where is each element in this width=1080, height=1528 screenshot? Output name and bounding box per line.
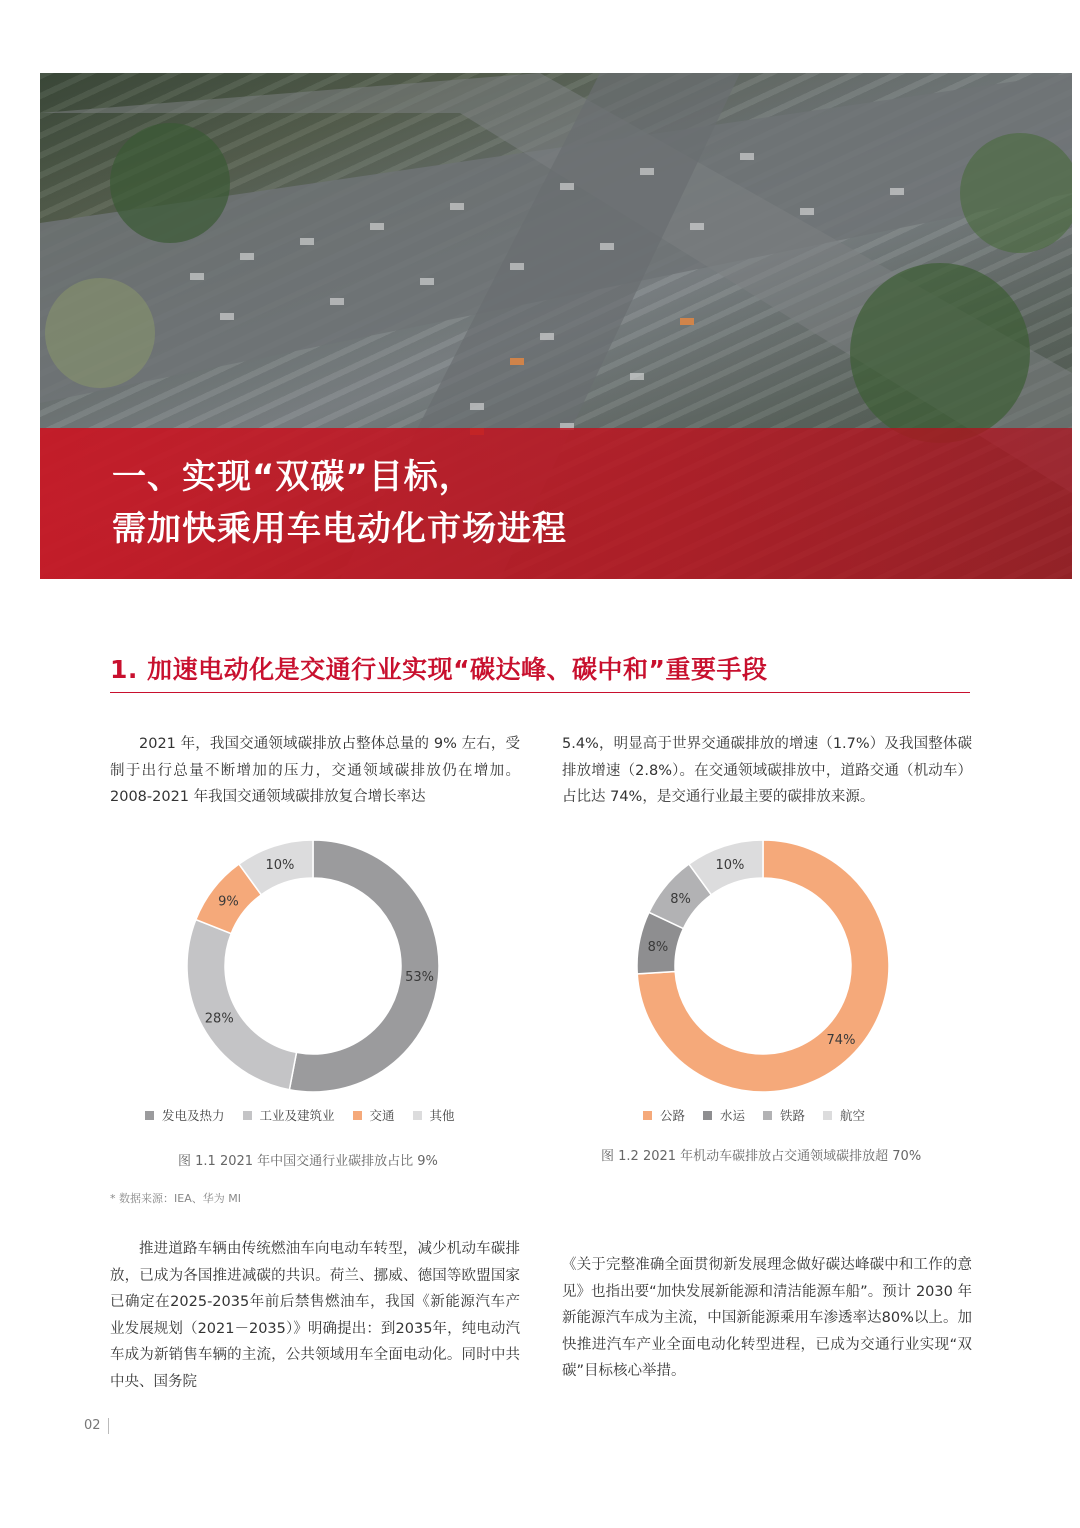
chart-2-data-label-1: 8% (647, 939, 669, 955)
chart-2-caption: 图 1.2 2021 年机动车碳排放占交通领域碳排放超 70% (601, 1149, 922, 1164)
chart-1-data-label-0: 53% (405, 970, 434, 986)
page-title-line-1: 一、实现“双碳”目标， (112, 457, 474, 497)
chart-1-legend-item-1 (243, 1106, 335, 1124)
chart-2-data-label-2: 8% (670, 891, 691, 907)
chart-2-legend-item-0 (643, 1106, 685, 1124)
chart-1-legend (145, 1106, 455, 1124)
section-heading: 1. 加速电动化是交通行业实现“碳达峰、碳中和”重要手段 (110, 655, 768, 684)
chart-2-legend-label-0: 公路 (660, 1108, 686, 1123)
chart-1-legend-swatch-1 (243, 1111, 252, 1120)
page-number-divider (108, 1418, 109, 1434)
chart-2-legend-swatch-2 (763, 1111, 772, 1120)
chart-1-data-label-2: 9% (218, 894, 239, 910)
chart-1-legend-label-3: 其他 (429, 1108, 455, 1123)
chart-2-legend (643, 1106, 865, 1124)
chart-2-data-label-3: 10% (715, 858, 745, 874)
chart-2-legend-item-3 (823, 1106, 865, 1124)
page-title (112, 451, 567, 555)
chart-1-data-label-1: 28% (204, 1011, 234, 1027)
page-number: 02 (84, 1418, 101, 1433)
chart-2-legend-item-1 (703, 1106, 745, 1124)
page-title-line-2: 需加快乘用车电动化市场进程 (112, 509, 567, 549)
chart-1-legend-swatch-3 (413, 1111, 422, 1120)
donut-chart-1 (150, 830, 480, 1100)
chart-2-legend-swatch-0 (643, 1111, 652, 1120)
chart-1-slice-1 (187, 920, 297, 1090)
chart-1-legend-label-2: 交通 (369, 1108, 395, 1123)
chart-2-legend-swatch-3 (823, 1111, 832, 1120)
chart-1-legend-item-0 (145, 1106, 225, 1124)
chart-2-legend-label-1: 水运 (720, 1108, 746, 1123)
chart-1-legend-label-0: 发电及热力 (162, 1108, 225, 1123)
chart-1-caption: 图 1.1 2021 年中国交通行业碳排放占比 9% (178, 1154, 438, 1169)
paragraph-2: 5.4%，明显高于世界交通碳排放的增速（1.7%）及我国整体碳排放增速（2.8%）。在交通领域碳排放中，道路交通（机动车）占比达 74%，是交通行业最主要的碳排放来源。 (562, 736, 972, 805)
chart-2-legend-label-3: 航空 (840, 1108, 866, 1123)
chart-1-legend-swatch-0 (145, 1111, 154, 1120)
paragraph-1: 2021 年，我国交通领域碳排放占整体总量的 9% 左右，受制于出行总量不断增加的压力，交通领域碳排放仍在增加。2008-2021 年我国交通领域碳排放复合增长率达 (110, 736, 520, 805)
chart-1-legend-item-3 (413, 1106, 455, 1124)
chart-2-data-label-0: 74% (826, 1033, 856, 1049)
chart-1-legend-item-2 (353, 1106, 395, 1124)
chart-1-data-label-3: 10% (265, 858, 295, 874)
donut-chart-2 (600, 830, 930, 1100)
paragraph-4: 《关于完整准确全面贯彻新发展理念做好碳达峰碳中和工作的意见》也指出要“加快发展新能源和清洁能源车船”。预计 2030 年新能源汽车成为主流，中国新能源乘用车渗透率达80%以上。加快推进汽车产业全面电动化转型进程，已成为交通行业实现“双碳”目标核心举措。 (562, 1257, 972, 1379)
chart-2-legend-item-2 (763, 1106, 805, 1124)
chart-1-legend-swatch-2 (353, 1111, 362, 1120)
paragraph-3: 推进道路车辆由传统燃油车向电动车转型，减少机动车碳排放，已成为各国推进减碳的共识。荷兰、挪威、德国等欧盟国家已确定在2025-2035年前后禁售燃油车，我国《新能源汽车产业发展规划（2021－2035）》明确提出：到2035年，纯电动汽车成为新销售车辆的主流，公共领域用车全面电动化。同时中共中央、国务院 (110, 1241, 520, 1390)
data-source-note: * 数据来源：IEA、华为 MI (110, 1192, 241, 1205)
hero-banner (40, 73, 1072, 579)
chart-2-legend-swatch-1 (703, 1111, 712, 1120)
section-divider (110, 692, 970, 693)
chart-1-legend-label-1: 工业及建筑业 (259, 1108, 335, 1123)
chart-2-legend-label-2: 铁路 (780, 1108, 806, 1123)
